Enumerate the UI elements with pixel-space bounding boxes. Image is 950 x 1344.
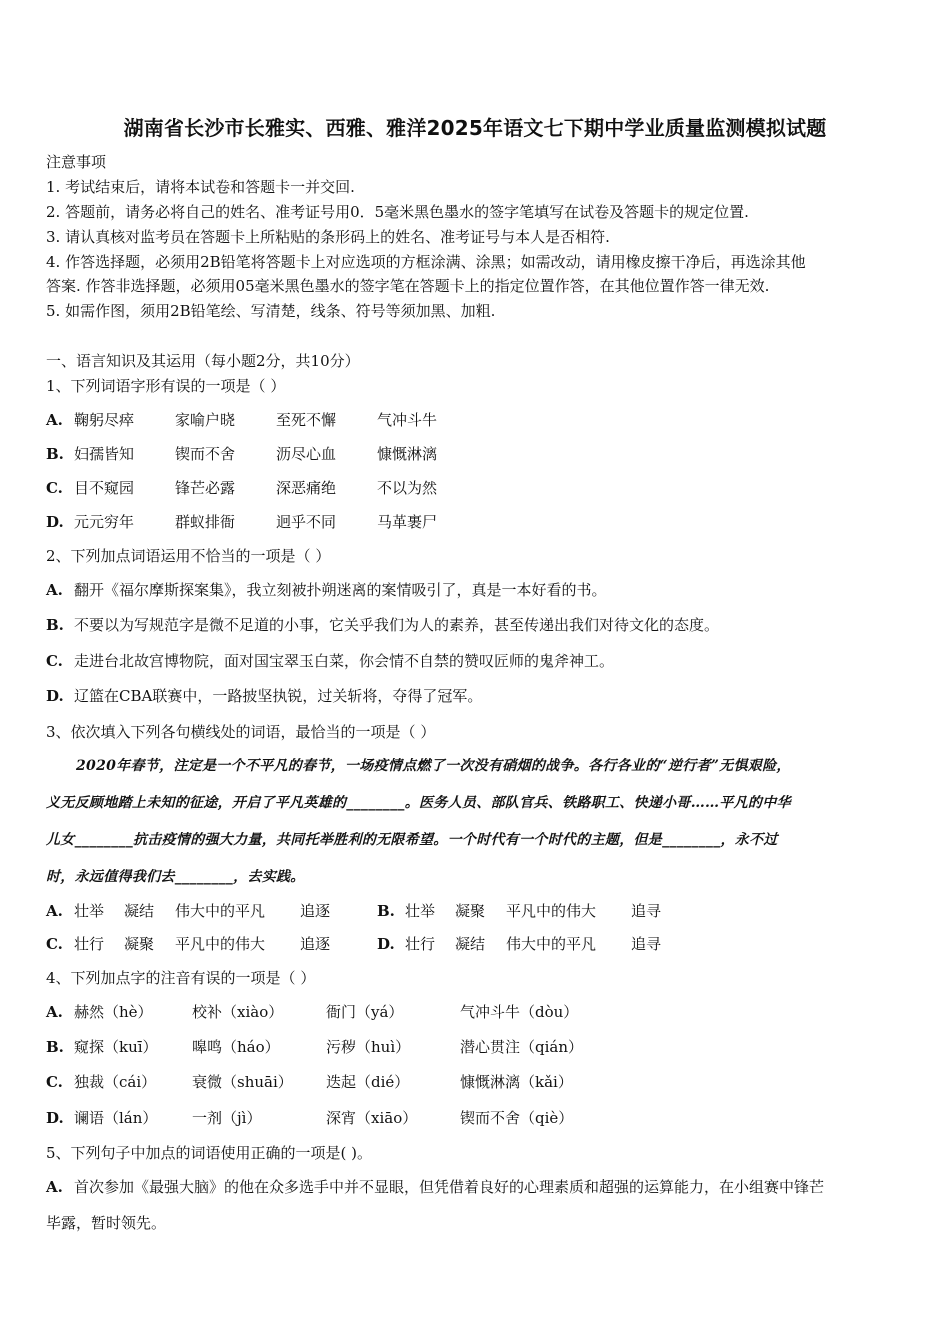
option-word: 谰语（lán） bbox=[74, 1109, 158, 1127]
option-word: 追逐 bbox=[300, 902, 331, 920]
option-word: 慷慨淋漓（kǎi） bbox=[460, 1073, 573, 1091]
option-word: 锲而不舍（qiè） bbox=[460, 1109, 574, 1127]
option-word: 深恶痛绝 bbox=[276, 479, 337, 497]
option-word: 潜心贯注（qián） bbox=[460, 1038, 584, 1056]
option-word: 伟大中的平凡 bbox=[506, 935, 597, 953]
section-heading: 一、语言知识及其运用（每小题2分，共10分） bbox=[46, 352, 360, 370]
question-4-stem: 4、下列加点字的注音有误的一项是（ ） bbox=[46, 969, 316, 987]
option-text: 辽篮在CBA联赛中，一路披坚执锐，过关斩将，夺得了冠军。 bbox=[74, 687, 483, 705]
option-label: D. bbox=[46, 1109, 64, 1127]
option-label: D. bbox=[46, 687, 64, 705]
notice-item: 5. 如需作图，须用2B铅笔绘、写清楚，线条、符号等须加黑、加粗. bbox=[46, 302, 496, 320]
option-word: 衙门（yá） bbox=[326, 1003, 404, 1021]
option-word: 家喻户晓 bbox=[175, 411, 236, 429]
option-word: 凝聚 bbox=[124, 935, 155, 953]
option-word: 污秽（huì） bbox=[326, 1038, 411, 1056]
notice-item: 2. 答题前，请务必将自己的姓名、准考证号用0．5毫米黑色墨水的签字笔填写在试卷及答题卡的规定位置. bbox=[46, 203, 749, 221]
option-word: 目不窥园 bbox=[74, 479, 135, 497]
question-5-stem: 5、下列句子中加点的词语使用正确的一项是( )。 bbox=[46, 1144, 373, 1162]
option-word: 独裁（cái） bbox=[74, 1073, 157, 1091]
passage-line: 时，永远值得我们去________，去实践。 bbox=[46, 869, 305, 885]
passage-line: 儿女________抗击疫情的强大力量，共同托举胜利的无限希望。一个时代有一个时代的主题，但是________，永不过 bbox=[46, 832, 778, 848]
option-word: 凝聚 bbox=[455, 902, 486, 920]
option-label: C. bbox=[46, 1073, 63, 1091]
option-word: 壮行 bbox=[74, 935, 105, 953]
option-word: 衰微（shuāi） bbox=[192, 1073, 293, 1091]
option-word: 迭起（dié） bbox=[326, 1073, 410, 1091]
option-word: 妇孺皆知 bbox=[74, 445, 135, 463]
option-word: 气冲斗牛 bbox=[377, 411, 438, 429]
option-text: 翻开《福尔摩斯探案集》，我立刻被扑朔迷离的案情吸引了，真是一本好看的书。 bbox=[74, 581, 607, 599]
option-word: 赫然（hè） bbox=[74, 1003, 153, 1021]
passage-line: 义无反顾地踏上未知的征途，开启了平凡英雄的________。医务人员、部队官兵、铁路职工、快递小哥……平凡的中华 bbox=[46, 795, 791, 811]
passage-line: 2020年春节，注定是一个不平凡的春节，一场疫情点燃了一次没有硝烟的战争。各行各业的“逆行者”无惧艰险， bbox=[76, 758, 791, 774]
option-label: C. bbox=[46, 479, 63, 497]
option-word: 壮行 bbox=[405, 935, 436, 953]
option-label: B. bbox=[377, 902, 395, 920]
question-5-option-a-continued: 毕露，暂时领先。 bbox=[46, 1214, 167, 1232]
option-label: A. bbox=[46, 411, 63, 429]
option-word: 迥乎不同 bbox=[276, 513, 337, 531]
option-word: 凝结 bbox=[124, 902, 155, 920]
option-word: 马革裹尸 bbox=[377, 513, 438, 531]
question-5-option-a bbox=[46, 1177, 824, 1197]
question-2-option-b bbox=[46, 615, 719, 635]
option-label: B. bbox=[46, 445, 64, 463]
option-word: 凝结 bbox=[455, 935, 486, 953]
option-word: 校补（xiào） bbox=[192, 1003, 284, 1021]
option-word: 平凡中的伟大 bbox=[506, 902, 597, 920]
option-word: 慷慨淋漓 bbox=[377, 445, 438, 463]
option-word: 嗥鸣（háo） bbox=[192, 1038, 280, 1056]
option-word: 不以为然 bbox=[377, 479, 438, 497]
notice-item: 答案. 作答非选择题，必须用05毫米黑色墨水的签字笔在答题卡上的指定位置作答，在其他位置作答一律无效. bbox=[46, 277, 770, 295]
option-word: 伟大中的平凡 bbox=[175, 902, 266, 920]
option-label: A. bbox=[46, 581, 63, 599]
option-word: 壮举 bbox=[405, 902, 436, 920]
option-label: A. bbox=[46, 1003, 63, 1021]
page-title: 湖南省长沙市长雅实、西雅、雅洋2025年语文七下期中学业质量监测模拟试题 bbox=[123, 116, 827, 140]
question-3-stem: 3、依次填入下列各句横线处的词语，最恰当的一项是（ ） bbox=[46, 723, 436, 741]
notice-item: 4. 作答选择题，必须用2B铅笔将答题卡上对应选项的方框涂满、涂黑；如需改动，请用橡皮擦干净后，再选涂其他 bbox=[46, 253, 806, 271]
option-word: 平凡中的伟大 bbox=[175, 935, 266, 953]
question-2-option-a bbox=[46, 580, 607, 600]
option-word: 深宵（xiāo） bbox=[326, 1109, 418, 1127]
option-word: 至死不懈 bbox=[276, 411, 337, 429]
option-label: D. bbox=[377, 935, 395, 953]
option-word: 锲而不舍 bbox=[175, 445, 236, 463]
option-word: 追逐 bbox=[300, 935, 331, 953]
option-word: 沥尽心血 bbox=[276, 445, 337, 463]
option-label: B. bbox=[46, 616, 64, 634]
option-label: A. bbox=[46, 902, 63, 920]
notice-item: 1. 考试结束后，请将本试卷和答题卡一并交回. bbox=[46, 178, 355, 196]
option-label: B. bbox=[46, 1038, 64, 1056]
option-label: A. bbox=[46, 1178, 63, 1196]
notice-heading: 注意事项 bbox=[46, 153, 107, 171]
option-word: 壮举 bbox=[74, 902, 105, 920]
option-label: D. bbox=[46, 513, 64, 531]
option-word: 元元穷年 bbox=[74, 513, 135, 531]
option-text: 不要以为写规范字是微不足道的小事，它关乎我们为人的素养，甚至传递出我们对待文化的态度。 bbox=[74, 616, 720, 634]
option-word: 锋芒必露 bbox=[175, 479, 236, 497]
option-word: 群蚁排衙 bbox=[175, 513, 236, 531]
option-word: 鞠躬尽瘁 bbox=[74, 411, 135, 429]
option-text: 走进台北故宫博物院，面对国宝翠玉白菜，你会情不自禁的赞叹匠师的鬼斧神工。 bbox=[74, 652, 615, 670]
option-word: 追寻 bbox=[631, 935, 662, 953]
question-2-option-c bbox=[46, 651, 614, 671]
question-1-stem: 1、下列词语字形有误的一项是（ ） bbox=[46, 377, 286, 395]
notice-item: 3. 请认真核对监考员在答题卡上所粘贴的条形码上的姓名、准考证号与本人是否相符. bbox=[46, 228, 610, 246]
option-word: 追寻 bbox=[631, 902, 662, 920]
option-label: C. bbox=[46, 935, 63, 953]
option-word: 一剂（jì） bbox=[192, 1109, 262, 1127]
option-text: 首次参加《最强大脑》的他在众多选手中并不显眼，但凭借着良好的心理素质和超强的运算能力，在小组赛中锋芒 bbox=[74, 1178, 825, 1196]
option-word: 窥探（kuī） bbox=[74, 1038, 158, 1056]
option-label: C. bbox=[46, 652, 63, 670]
question-2-option-d bbox=[46, 686, 482, 706]
question-2-stem: 2、下列加点词语运用不恰当的一项是（ ） bbox=[46, 547, 331, 565]
option-word: 气冲斗牛（dòu） bbox=[460, 1003, 579, 1021]
